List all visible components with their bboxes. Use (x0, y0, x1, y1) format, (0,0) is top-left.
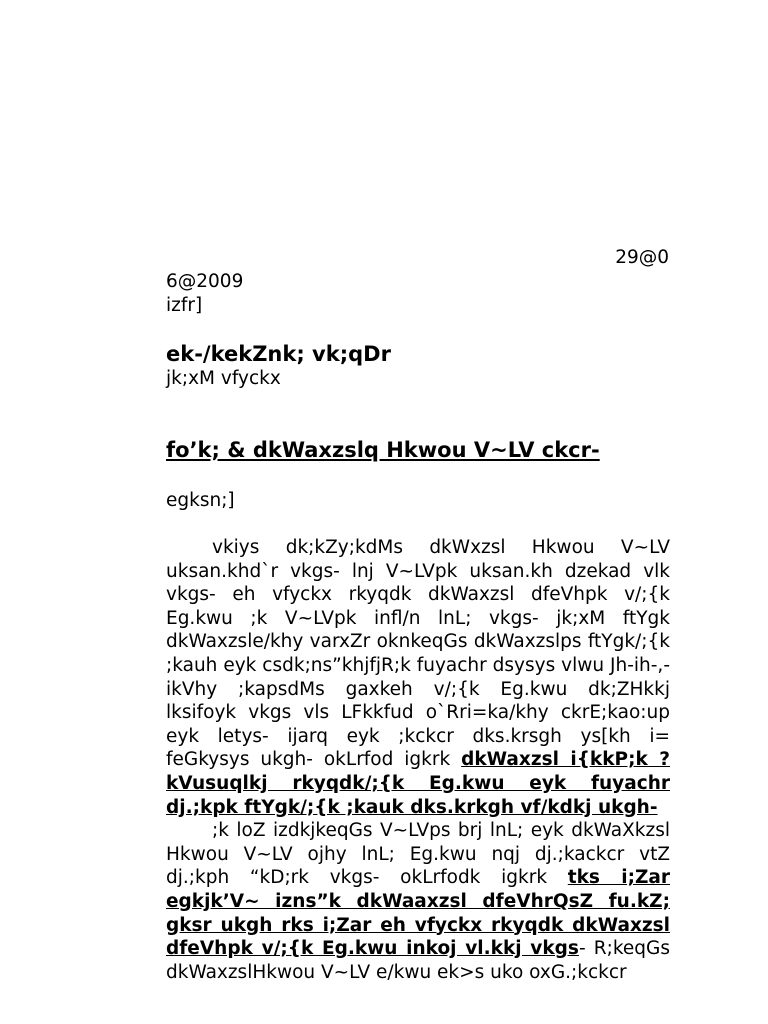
body-paragraph-2 (166, 819, 670, 984)
letter-date-part1: 29@0 (615, 247, 669, 268)
letter-date-part2: 6@2009 (166, 271, 244, 292)
paragraph-2-text-end: - R;keqGs dkWaxzslHkwou V~LV e/kwu ek>s uko oxG.;kckcr (166, 938, 670, 983)
to-label: izfr] (166, 295, 203, 316)
body-paragraph-1 (166, 536, 670, 819)
salutation: egksn;] (166, 490, 235, 511)
paragraph-2-emphasis: tks i;Zar egkjk’V~ izns”k dkWaaxzsl dfeVhrQsZ fu.kZ; gksr ukgh rks i;Zar eh vfyckx rkyqdk dkWaxzsl dfeVhpk v/;{k Eg.kwu inkoj vl.kkj vkgs (166, 867, 670, 960)
letter-body (166, 536, 670, 984)
paragraph-1-text: vkiys dk;kZy;kdMs dkWxzsl Hkwou V~LV uksan.khd`r vkgs- lnj V~LVpk uksan.kh dzekad vlk vkgs- eh vfyckx rkyqdk dkWaxzsl dfeVhpk v/;{k Eg.kwu ;k V~LVpk infl/n lnL; vkgs- jk;xM ftYgk dkWaxzsle/khy varxZr oknkeqGs dkWaxzslps ftYgk/;{k ;kauh eyk csdk;ns”khjfjR;k fuyachr dsysys vlwu Jh-ih-,-ikVhy ;kapsdMs gaxkeh v/;{k Eg.kwu dk;ZHkkj lksifoyk vkgs vls LFkkfud o`Rri=ka/khy ckrE;kao:up eyk letys- ijarq eyk ;kckcr dks.krsgh ys[kh i= feGkysys ukgh- okLrfod igkrk (166, 537, 670, 771)
recipient-place: jk;xM vfyckx (166, 368, 281, 389)
paragraph-1-emphasis: dkWaxzsl i{kkP;k ?kVusuqlkj rkyqdk/;{k Eg.kwu eyk fuyachr dj.;kpk ftYgk/;{k ;kauk dks.krkgh vf/kdkj ukgh- (166, 749, 670, 818)
recipient-name: ek-/kekZnk; vk;qDr (166, 342, 391, 366)
paragraph-2-text: ;k loZ izdkjkeqGs V~LVps brj lnL; eyk dkWaXkzsl Hkwou V~LV ojhy lnL; Eg.kwu nqj dj.;kackcr vtZ dj.;kph “kD;rk vkgs- okLrfodk igkrk (166, 820, 670, 889)
letter-subject: fo’k; & dkWaxzslq Hkwou V~LV ckcr- (166, 438, 600, 462)
